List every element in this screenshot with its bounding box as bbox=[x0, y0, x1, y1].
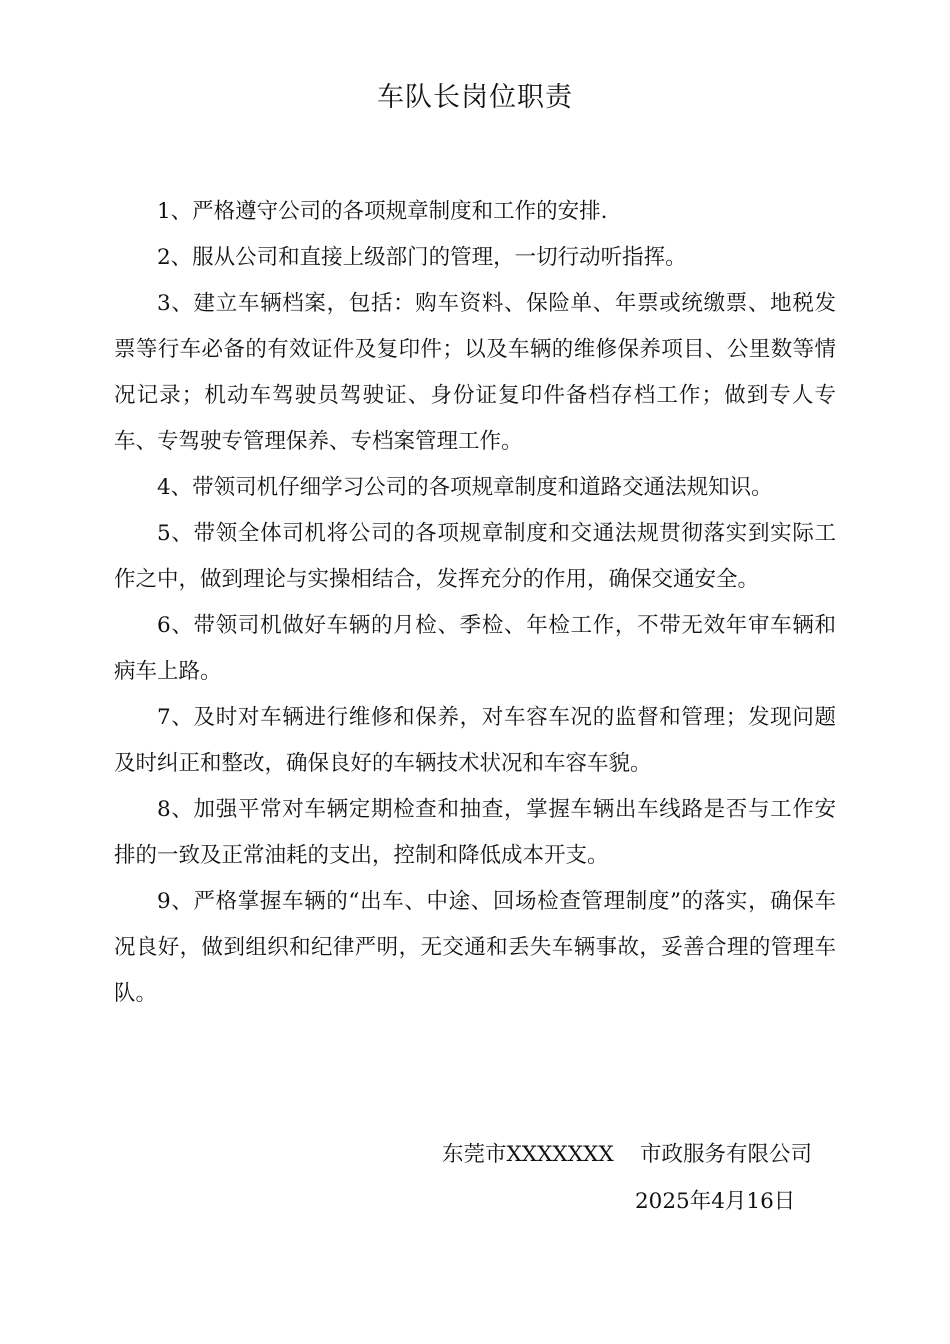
duty-item-8: 8、加强平常对车辆定期检查和抽查，掌握车辆出车线路是否与工作安排的一致及正常油耗的支出，控制和降低成本开支。 bbox=[114, 797, 836, 868]
document-title: 车队长岗位职责 bbox=[377, 82, 573, 113]
duty-item-4: 4、带领司机仔细学习公司的各项规章制度和道路交通法规知识。 bbox=[157, 475, 773, 500]
duty-item-9: 9、严格掌握车辆的“出车、中途、回场检查管理制度”的落实，确保车况良好，做到组织和纪律严明，无交通和丢失车辆事故，妥善合理的管理车队。 bbox=[114, 889, 836, 1006]
signature-org-name: 市政服务有限公司 bbox=[640, 1142, 813, 1167]
duty-item-1: 1、严格遵守公司的各项规章制度和工作的安排. bbox=[157, 199, 608, 224]
signature-date-text: 2025年4月16日 bbox=[635, 1189, 796, 1214]
duty-item-6: 6、带领司机做好车辆的月检、季检、年检工作，不带无效年审车辆和病车上路。 bbox=[114, 613, 836, 684]
duty-item-2: 2、服从公司和直接上级部门的管理，一切行动听指挥。 bbox=[157, 245, 687, 270]
document-body bbox=[114, 189, 836, 1017]
duty-item-3: 3、建立车辆档案，包括：购车资料、保险单、年票或统缴票、地税发票等行车必备的有效证件及复印件；以及车辆的维修保养项目、公里数等情况记录；机动车驾驶员驾驶证、身份证复印件备档存档工作；做到专人专车、专驾驶专管理保养、专档案管理工作。 bbox=[114, 291, 836, 454]
duty-item-5: 5、带领全体司机将公司的各项规章制度和交通法规贯彻落实到实际工作之中，做到理论与实操相结合，发挥充分的作用，确保交通安全。 bbox=[114, 521, 836, 592]
signature-org-city: 东莞市XXXXXXX bbox=[442, 1142, 614, 1167]
duty-item-7: 7、及时对车辆进行维修和保养，对车容车况的监督和管理；发现问题及时纠正和整改，确保良好的车辆技术状况和车容车貌。 bbox=[114, 705, 836, 776]
